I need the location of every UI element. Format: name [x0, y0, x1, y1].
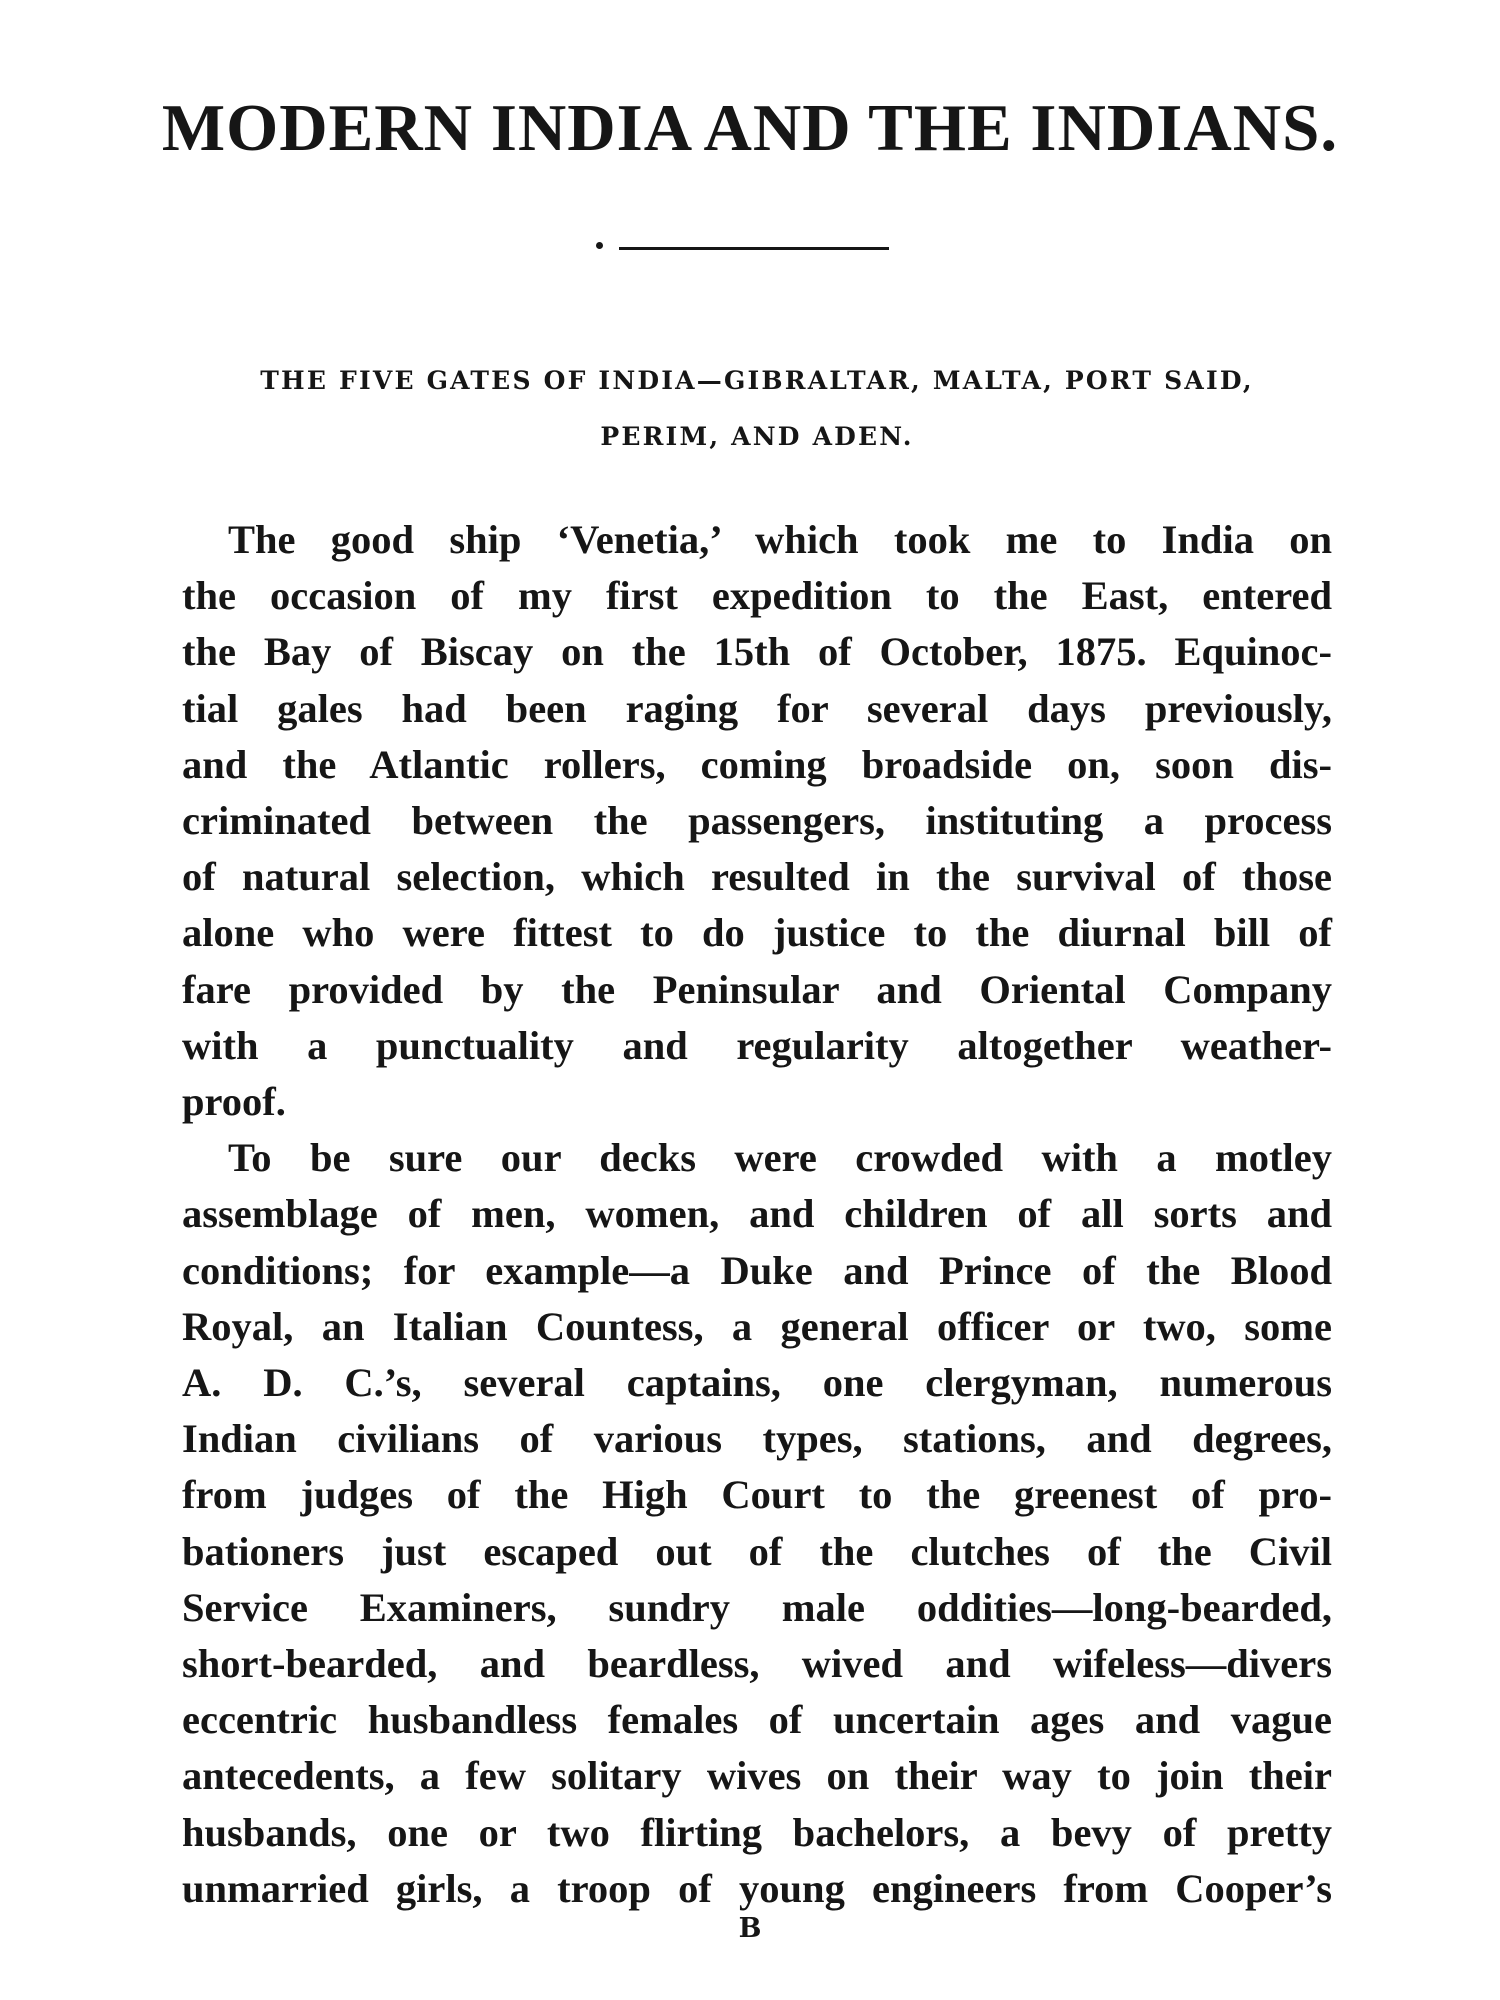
text-line: eccentric husbandless females of uncertain ages and vague	[182, 1697, 1332, 1743]
text-line: the occasion of my first expedition to the East, entered	[182, 573, 1332, 619]
text-line: Indian civilians of various types, stations, and degrees,	[182, 1416, 1332, 1462]
text-line: criminated between the passengers, instituting a process	[182, 798, 1332, 844]
text-line: husbands, one or two flirting bachelors, a bevy of pretty	[182, 1809, 1332, 1855]
text-line: antecedents, a few solitary wives on their way to join their	[182, 1753, 1332, 1799]
text-line: assemblage of men, women, and children of all sorts and	[182, 1191, 1332, 1237]
text-line: conditions; for example—a Duke and Prince of the Blood	[182, 1247, 1332, 1293]
paragraph	[182, 512, 1332, 1130]
signature-mark: B	[738, 1913, 762, 1944]
text-line: bationers just escaped out of the clutches of the Civil	[182, 1528, 1332, 1574]
page-title: MODERN INDIA AND THE INDIANS.	[161, 91, 1339, 165]
text-line: alone who were fittest to do justice to the diurnal bill of	[182, 910, 1332, 956]
title-rule	[619, 247, 889, 250]
text-line: tial gales had been raging for several days previously,	[182, 685, 1332, 731]
text-line: the Bay of Biscay on the 15th of October, 1875. Equinoc-	[182, 629, 1332, 675]
text-line: The good ship ‘Venetia,’ which took me to India on	[228, 517, 1332, 562]
text-line: and the Atlantic rollers, coming broadside on, soon dis-	[182, 741, 1332, 787]
text-line: with a punctuality and regularity altogether weather-	[182, 1022, 1332, 1068]
chapter-heading-line: PERIM, AND ADEN.	[600, 422, 914, 451]
ornament-dot	[596, 242, 603, 249]
text-line: unmarried girls, a troop of young engineers from Cooper’s	[182, 1865, 1332, 1911]
text-line: proof.	[182, 1079, 286, 1125]
body-text	[182, 512, 1332, 1917]
text-line: fare provided by the Peninsular and Oriental Company	[182, 966, 1332, 1012]
chapter-heading-line: THE FIVE GATES OF INDIA—GIBRALTAR, MALTA, PORT SAID,	[260, 366, 1254, 395]
chapter-heading	[182, 353, 1332, 465]
text-line: A. D. C.’s, several captains, one clergyman, numerous	[182, 1360, 1332, 1406]
text-line: short-bearded, and beardless, wived and wifeless—divers	[182, 1641, 1332, 1687]
text-line: Royal, an Italian Countess, a general officer or two, some	[182, 1303, 1332, 1349]
paragraph	[182, 1130, 1332, 1917]
text-line: Service Examiners, sundry male oddities—long-bearded,	[182, 1584, 1332, 1630]
text-line: of natural selection, which resulted in the survival of those	[182, 854, 1332, 900]
text-line: To be sure our decks were crowded with a motley	[228, 1135, 1332, 1181]
text-line: from judges of the High Court to the greenest of pro-	[182, 1472, 1332, 1518]
